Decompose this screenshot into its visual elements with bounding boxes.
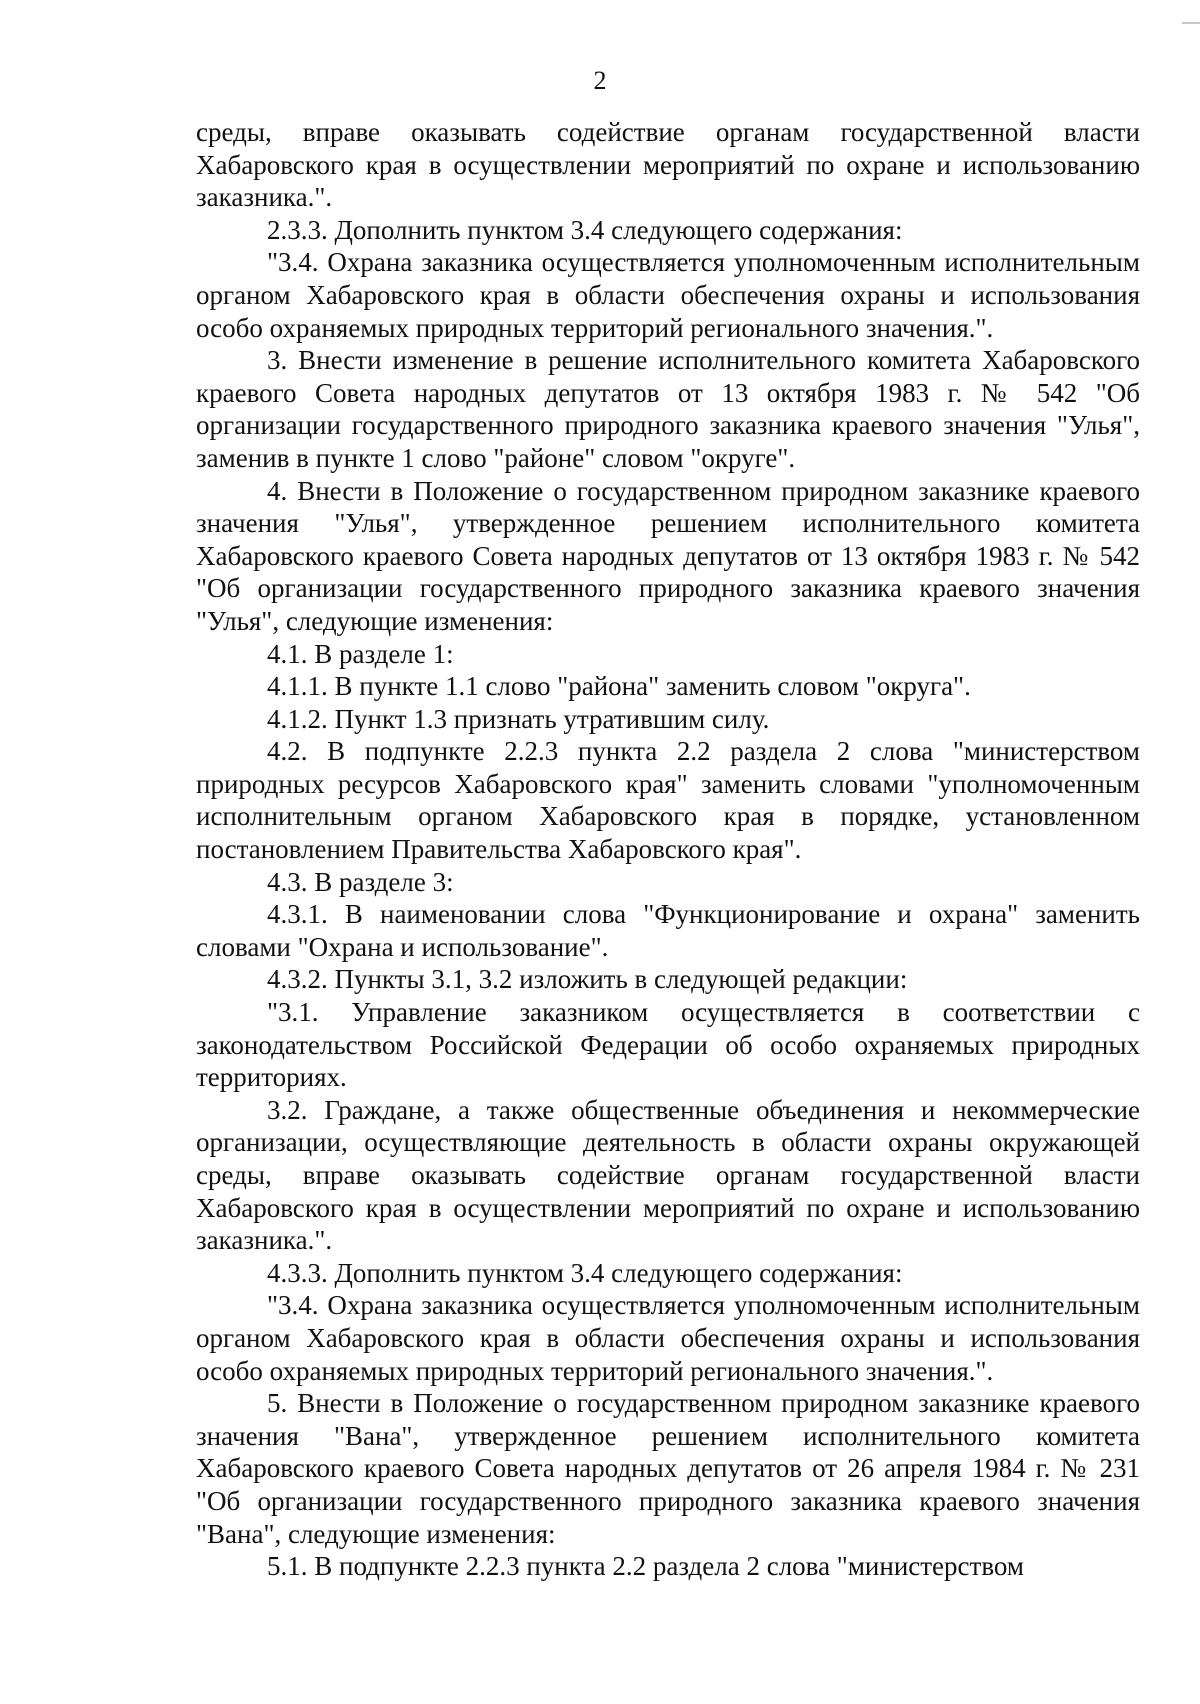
paragraph-4-3-3: 4.3.3. Дополнить пунктом 3.4 следующего содержания:: [267, 1257, 903, 1288]
document-body: [196, 116, 1140, 1583]
paragraph-4-1-2: 4.1.2. Пункт 1.3 признать утратившим силу.: [267, 703, 770, 734]
paragraph-4-3: 4.3. В разделе 3:: [267, 866, 454, 897]
paragraph-4-2: 4.2. В подпункте 2.2.3 пункта 2.2 раздела 2 слова "министерством природных ресурсов Хабаровского края" заменить словами "уполномоченным исполнительным органом Хабаровского края в порядке, установленном постановлением Правительства Хабаровского края".: [196, 736, 1140, 865]
paragraph-quote-3-4: "3.4. Охрана заказника осуществляется уполномоченным исполнительным органом Хабаровского края в области обеспечения охраны и использования особо охраняемых природных территорий регионального значения.".: [196, 247, 1140, 343]
paragraph-4-3-1: 4.3.1. В наименовании слова "Функционирование и охрана" заменить словами "Охрана и использование".: [196, 899, 1140, 962]
paragraph-4-3-2: 4.3.2. Пункты 3.1, 3.2 изложить в следующей редакции:: [267, 964, 908, 995]
paragraph-4-1-1: 4.1.1. В пункте 1.1 слово "района" заменить словом "округа".: [267, 671, 971, 702]
paragraph-quote-3-4-second: "3.4. Охрана заказника осуществляется уполномоченным исполнительным органом Хабаровского края в области обеспечения охраны и использования особо охраняемых природных территорий регионального значения.".: [196, 1290, 1140, 1386]
paragraph-2-3-3: 2.3.3. Дополнить пунктом 3.4 следующего содержания:: [267, 214, 903, 245]
scan-edge-mark: [1182, 22, 1200, 24]
page-number: 2: [593, 66, 607, 95]
paragraph-4: 4. Внести в Положение о государственном природном заказнике краевого значения "Улья", утвержденное решением исполнительного комитета Хабаровского краевого Совета народных депутатов от 13 октября 1983 г. № 542 "Об организации государственного природного заказника краевого значения "Улья", следующие изменения:: [196, 475, 1140, 636]
paragraph-quote-3-1: "3.1. Управление заказником осуществляется в соответствии с законодательством Российской Федерации об особо охраняемых природных территориях.: [196, 997, 1140, 1093]
paragraph-5: 5. Внести в Положение о государственном природном заказнике краевого значения "Вана", утвержденное решением исполнительного комитета Хабаровского краевого Совета народных депутатов от 26 апреля 1984 г. № 231 "Об организации государственного природного заказника краевого значения "Вана", следующие изменения:: [196, 1388, 1140, 1549]
paragraph-continuation: среды, вправе оказывать содействие органам государственной власти Хабаровского края в осуществлении мероприятий по охране и использованию заказника.".: [196, 117, 1140, 213]
paragraph-4-1: 4.1. В разделе 1:: [267, 638, 454, 669]
paragraph-3: 3. Внести изменение в решение исполнительного комитета Хабаровского краевого Совета народных депутатов от 13 октября 1983 г. № 542 "Об организации государственного природного заказника краевого значения "Улья", заменив в пункте 1 слово "районе" словом "округе".: [196, 345, 1140, 473]
paragraph-5-1: 5.1. В подпункте 2.2.3 пункта 2.2 раздела 2 слова "министерством: [267, 1551, 1024, 1582]
paragraph-quote-3-2: 3.2. Граждане, а также общественные объединения и некоммерческие организации, осуществляющие деятельность в области охраны окружающей среды, вправе оказывать содействие органам государственной власти Хабаровского края в осуществлении мероприятий по охране и использованию заказника.".: [196, 1094, 1140, 1256]
